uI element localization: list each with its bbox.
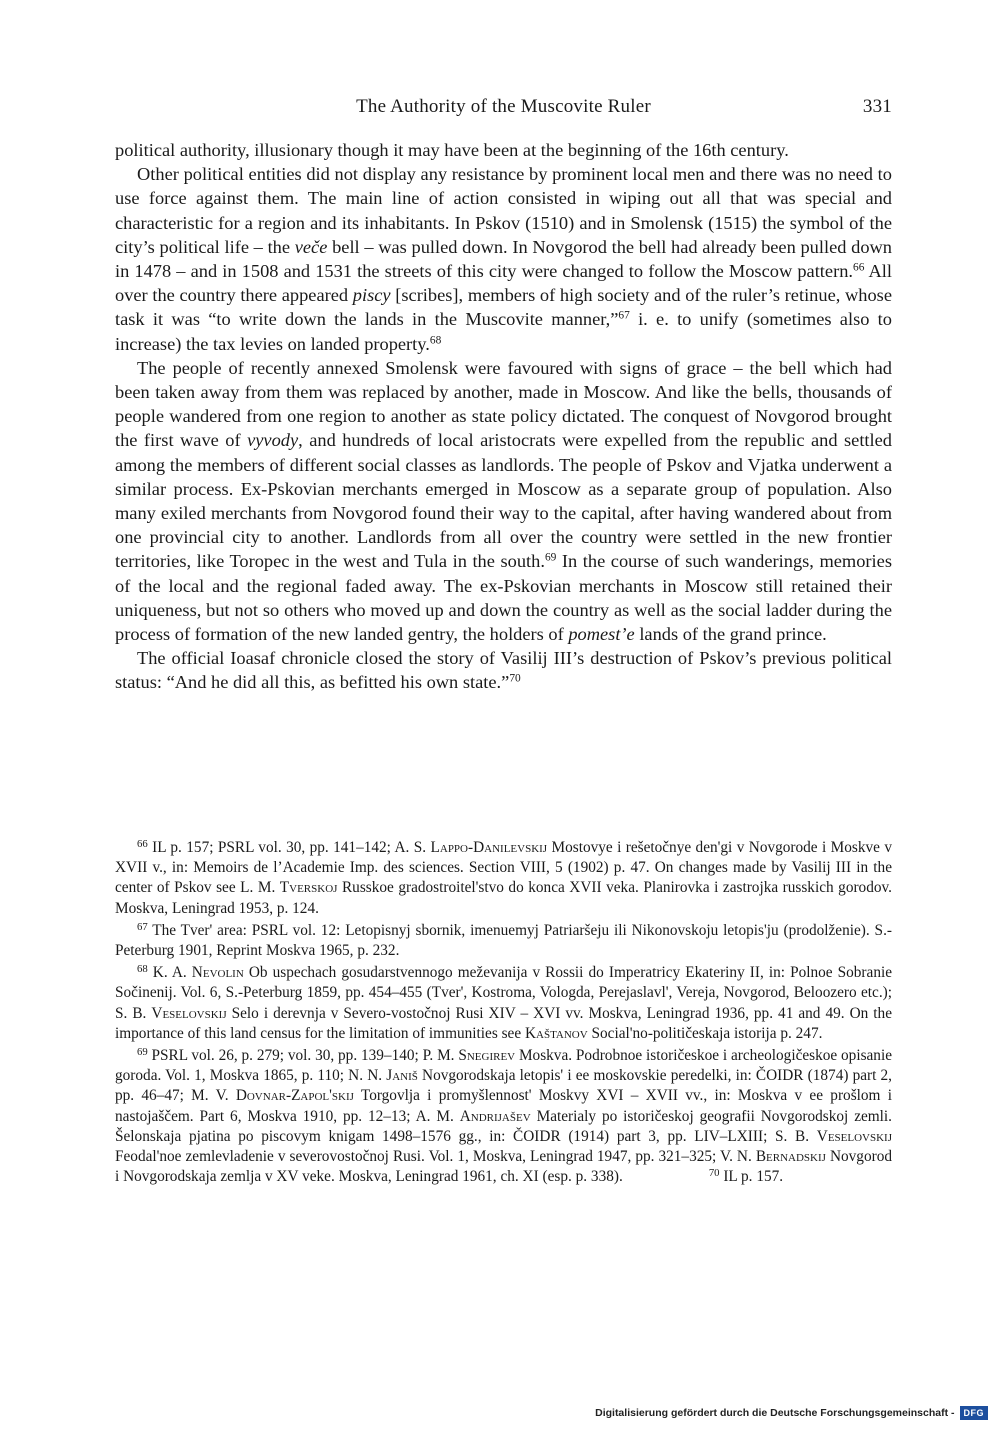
dfg-logo-icon[interactable]: DFG [960,1406,989,1420]
footnote-number-70: 70 [708,1167,720,1180]
paragraph-3: The people of recently annexed Smolensk were favoured with signs of grace – the bell which had been taken away from them was replaced by another, made in Moscow. And like the bells, thousands of people wandered from one region to another as state policy dictated. The conquest of Novgorod brought the first wave of vyvody, and hundreds of local aristocrats were expelled from the republic and settled among the members of different social classes as landlords. The people of Pskov and Vjatka underwent a similar process. Ex-Pskovian merchants emerged in Moscow as a separate group of population. Also many exiled merchants from Novgorod found their way to the capital, after having wandered about from one provincial city to another. Landlords from all over the country were settled in the new frontier territories, like Toropec in the west and Tula in the south.$^{69}$ In the course of such wanderings, memories of the local and the regional faded away. The ex-Pskovian merchants in Moscow still retained their uniqueness, but not so others who moved up and down the country as well as the social ladder during the process of formation of the new landed gentry, the holders of pomest’e lands of the grand prince. [115,357,892,645]
paragraph-2: Other political entities did not display any resistance by prominent local men and there was no need to use force against them. The main line of action consisted in wiping out all that was special and characteristic for a region and its inhabitants. In Pskov (1510) and in Smolensk (1515) the symbol of the city’s political life – the veče bell – was pulled down. In Novgorod the bell had already been pulled down in 1478 – and in 1508 and 1531 the streets of this city were changed to follow the Moscow pattern.$^{66}$ All over the country there appeared piscy [scribes], members of high society and of the ruler’s retinue, whose task it was “to write down the lands in the Muscovite manner,”$^{67}$ i. e. to unify (sometimes also to increase) the tax levies on landed property.$^{68}$ [115,164,892,354]
footnote-number-67: 67 [137,921,148,933]
footnote-69: $^{69}$ PSRL vol. 26, p. 279; vol. 30, pp. 139–140; P. M. Snegirev Moskva. Podrobnoe istoričeskoe i archeologičeskoe opisanie goroda. Vol. 1, Moskva 1865, p. 110; N. N. Janiš Novgorodskaja letopis' i ee moskovskie peredelki, in: ČOIDR (1874) part 2, pp. 46–47; M. V. Dovnar-Zapol'skij Torgovlja i promyšlennost' Moskvy XVI – XVII vv., in: Moskva v ee prošlom i nastojaščem. Part 6, Moskva 1910, pp. 12–13; A. M. Andrijašev Materialy po istoričeskoj geografii Novgorodskoj zemli. Šelonskaja pjatina po piscovym knigam 1498–1576 gg., in: ČOIDR (1914) part 3, pp. LIV–LXIII; S. B. Veselovskij Feodal'noe zemlevladenie v severovostočnoj Rusi. Vol. 1, Moskva, Leningrad 1947, pp. 321–325; V. N. Bernadskij Novgorod i Novgorodskaja zemlja v XV veke. Moskva, Leningrad 1961, ch. XI (esp. p. 338). $^{70}$ IL p. 157. [115,1046,893,1186]
footnote-number-66: 66 [137,838,148,851]
main-text [115,138,892,695]
footnotes [115,838,892,1189]
term-veche: veče [294,236,328,257]
paragraph-4: The official Ioasaf chronicle closed the story of Vasilij III’s destruction of Pskov’s previous political status: “And he did all this, as befitted his own state.”$^{70}$ [115,648,892,693]
footnote-ref-67[interactable]: 67 [618,310,630,323]
footnote-66: $^{66}$ IL p. 157; PSRL vol. 30, pp. 141–142; A. S. Lappo-Danilevskij Mostovye i rešetočnye den'gi v Novgorode i Moskve v XVII v., in: Memoirs de l’Academie Imp. des sciences. Section VIII, 5 (1902) p. 47. On changes made by Vasilij III in the center of Pskov see L. M. Tverskoj Russkoe gradostroitel'stvo do konca XVII veka. Planirovka i zastrojka russkich gorodov. Moskva, Leningrad 1953, p. 124. [115,838,893,917]
footnote-ref-70[interactable]: 70 [509,673,521,686]
paragraph-1: political authority, illusionary though it may have been at the beginning of the 16th century. [115,140,789,160]
page-number: 331 [862,96,892,117]
footnote-ref-66[interactable]: 66 [853,261,865,274]
digitization-footer [595,1405,988,1421]
term-piscy: piscy [352,285,391,306]
running-head [115,96,892,118]
term-vyvody: vyvody [247,430,299,451]
footnote-70: $^{70}$ IL p. 157. [708,1167,784,1186]
term-pomeste: pomest’e [568,624,635,645]
footnote-number-68: 68 [137,963,148,976]
footnote-68: $^{68}$ K. A. Nevolin Ob uspechach gosudarstvennogo meževanija v Rossii do Imperatricy Ekateriny II, in: Polnoe Sobranie Sočinenij. Vol. 6, S.-Peterburg 1859, pp. 454–455 (Tver', Kostroma, Vologda, Perejaslavl', Vereja, Novgorod, Beloozero etc.); S. B. Veselovskij Selo i derevnja v Severo-vostočnoj Rusi XIV – XVI vv. Moskva, Leningrad 1936, pp. 41 and 49. On the importance of this land census for the limitation of immunities see Kaštanov Social'no-političeskaja istorija p. 247. [115,963,893,1042]
running-head-title: The Authority of the Muscovite Ruler [356,96,651,117]
footnote-ref-68[interactable]: 68 [429,334,442,347]
footnote-ref-69[interactable]: 69 [544,552,557,565]
footer-credit-text: Digitalisierung gefördert durch die Deutsche Forschungsgemeinschaft - [595,1407,955,1419]
footnote-number-69: 69 [137,1046,148,1059]
footnote-67: $^{67}$ The Tver' area: PSRL vol. 12: Letopisnyj sbornik, imenuemyj Patriaršeju ili Nikonovskoju letopis'ju (prodolženie). S.-Peterburg 1901, Reprint Moskva 1965, p. 232. [115,921,892,960]
